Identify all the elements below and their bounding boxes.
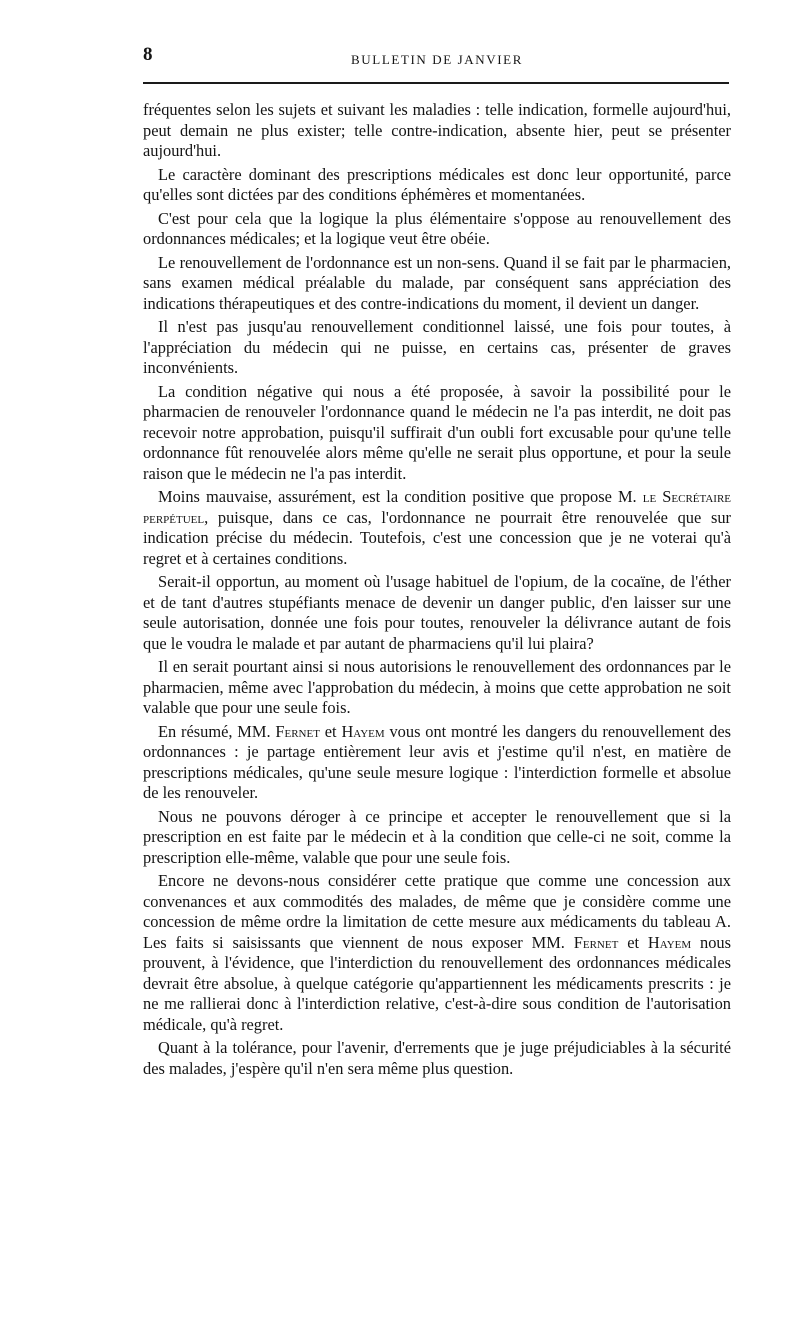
paragraph xyxy=(143,382,731,485)
paragraph xyxy=(143,1038,731,1079)
text-run: Quant à la tolérance, pour l'avenir, d'errements que je juge préjudiciables à la sécurité des malades, j'espère qu'il n'en sera même plus question. xyxy=(143,1038,731,1078)
paragraph xyxy=(143,253,731,315)
paragraph xyxy=(143,657,731,719)
text-run: Encore ne devons-nous considérer cette pratique que comme une concession aux convenances et aux commodités des malades, de même que je considère comme une concession de même ordre la limitation de cette mesure aux médicaments du tableau A. Les faits si saisissants que viennent de nous exposer MM. xyxy=(143,871,731,952)
paragraph xyxy=(143,209,731,250)
text-run: , puisque, dans ce cas, l'ordonnance ne pourrait être renouvelée que sur indication précise du médecin. Toutefois, c'est une concession que je ne voterai qu'à regret et à certaines conditions. xyxy=(143,507,731,568)
small-caps-name: Hayem xyxy=(341,721,385,741)
text-run: Le caractère dominant des prescriptions médicales est donc leur opportunité, parce qu'elles sont dictées par des conditions éphémères et momentanées. xyxy=(143,164,731,204)
text-run: Il en serait pourtant ainsi si nous autorisions le renouvellement des ordonnances par le pharmacien, même avec l'approbation du médecin, à moins que cette approbation ne soit valable que pour une seule fois. xyxy=(143,657,731,717)
paragraph xyxy=(143,871,731,1035)
small-caps-name: Hayem xyxy=(647,932,692,952)
text-run: Le renouvellement de l'ordonnance est un non-sens. Quand il se fait par le pharmacien, sans examen médical préalable du malade, par conséquent sans appréciation des indications thérapeutiques et des contre-indications du moment, il devient un danger. xyxy=(143,252,731,313)
text-run: nous prouvent, à l'évidence, que l'interdiction du renouvellement des ordonnances médicales devrait être absolue, à quelque catégorie qu'appartiennent les médicaments prescrits : je ne me rallierai donc à l'interdiction relative, c'est-à-dire sous condition de l'autorisation médicale, qu'à regret. xyxy=(143,932,731,1034)
text-run: Moins mauvaise, assurément, est la condition positive que propose M. xyxy=(158,487,643,506)
page-number: 8 xyxy=(143,44,153,65)
small-caps-name: Fernet xyxy=(573,932,619,952)
text-run: Nous ne pouvons déroger à ce principe et accepter le renouvellement que si la prescription en est faite par le médecin et à la condition que celle-ci ne soit, comme la prescription elle-même, valable que pour une seule fois. xyxy=(143,806,731,867)
paragraph xyxy=(143,100,731,162)
paragraph xyxy=(143,165,731,206)
text-run: Serait-il opportun, au moment où l'usage habituel de l'opium, de la cocaïne, de l'éther et de tant d'autres stupéfiants menace de devenir un danger public, d'en laisser sur une seule autorisation, donnée une fois pour toutes, renouveler la délivrance autant de fois que le voudra le malade et par autant de pharmaciens qu'il lui plaira? xyxy=(143,572,731,653)
text-run: C'est pour cela que la logique la plus élémentaire s'oppose au renouvellement des ordonnances médicales; et la logique veut être obéie. xyxy=(143,208,731,248)
paragraph xyxy=(143,487,731,569)
small-caps-name: Fernet xyxy=(275,721,320,741)
text-run: La condition négative qui nous a été proposée, à savoir la possibilité pour le pharmacien de renouveler l'ordonnance quand le médecin ne l'a pas interdit, ne doit pas recevoir notre approbation, puisqu'il suffirait d'un oubli fort excusable pour qu'une telle ordonnance fût renouvelée alors même qu'elle ne serait plus opportune, et pour la seule raison que le médecin ne l'a pas interdit. xyxy=(143,381,731,483)
paragraph xyxy=(143,807,731,869)
running-head: BULLETIN DE JANVIER xyxy=(351,52,523,67)
text-run: Il n'est pas jusqu'au renouvellement conditionnel laissé, une fois pour toutes, à l'appréciation du médecin qui ne puisse, en certains cas, présenter de graves inconvénients. xyxy=(143,317,731,377)
paragraph xyxy=(143,722,731,804)
text-run: et xyxy=(319,721,342,741)
text-run: vous ont montré les dangers du renouvellement des ordonnances : je partage entièrement leur avis et j'estime qu'il n'est, en matière de prescriptions médicales, qu'une seule mesure logique : l'interdiction formelle et absolue de les renouveler. xyxy=(143,721,731,802)
paragraph xyxy=(143,572,731,654)
text-run: et xyxy=(618,932,648,952)
text-run: En résumé, MM. xyxy=(158,721,276,741)
paragraph xyxy=(143,317,731,379)
small-caps-name: le Secrétaire perpétuel xyxy=(143,487,732,527)
text-run: fréquentes selon les sujets et suivant les maladies : telle indication, formelle aujourd'hui, peut demain ne plus exister; telle contre-indication, absente hier, peut se présenter aujourd'hui. xyxy=(143,100,731,160)
page-header xyxy=(143,42,731,72)
body-text xyxy=(143,100,731,1082)
header-rule xyxy=(143,82,729,84)
